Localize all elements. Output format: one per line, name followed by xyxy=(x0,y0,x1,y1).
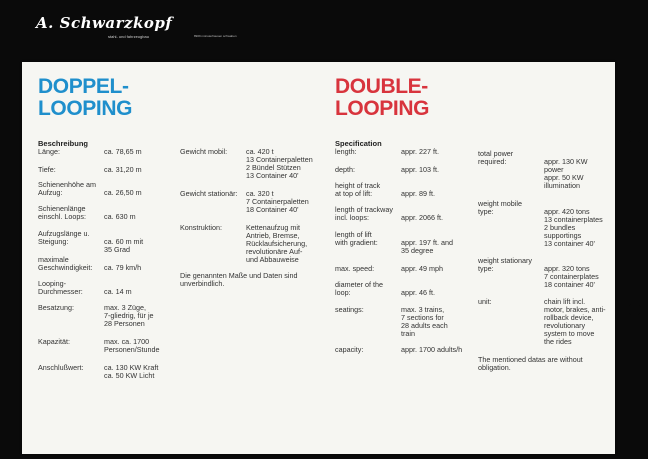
spec-value: appr. 46 ft. xyxy=(401,288,435,297)
spec-label: weight mobile type: xyxy=(478,199,522,216)
spec-label: length of lift with gradient: xyxy=(335,230,378,247)
spec-value: ca. 26,50 m xyxy=(104,188,142,197)
spec-value: appr. 130 KW power appr. 50 KW illumination xyxy=(544,157,588,190)
punch-hole-top xyxy=(628,130,641,143)
spec-value: chain lift incl. motor, brakes, anti- rollback device, revolutionary system to move the rides xyxy=(544,297,606,346)
spec-value: appr. 103 ft. xyxy=(401,165,439,174)
spec-value: ca. 320 t 7 Containerpaletten 18 Container 40' xyxy=(246,189,309,214)
spec-value: appr. 320 tons 7 containerplates 18 container 40' xyxy=(544,264,599,289)
spec-value: appr. 89 ft. xyxy=(401,189,435,198)
spec-label: total power required: xyxy=(478,149,514,166)
german-title-line1: DOPPEL- xyxy=(38,75,129,98)
spec-label: Kapazität: xyxy=(38,337,70,346)
spec-label: length: xyxy=(335,147,357,156)
english-section-heading: Specification xyxy=(335,139,382,148)
spec-value: appr. 227 ft. xyxy=(401,147,439,156)
spec-label: diameter of the loop: xyxy=(335,280,383,297)
spec-value: appr. 1700 adults/h xyxy=(401,345,463,354)
spec-label: max. speed: xyxy=(335,264,375,273)
spec-value: ca. 14 m xyxy=(104,287,132,296)
german-note: Die genannten Maße und Daten sind unverbindlich. xyxy=(180,271,298,288)
spec-label: Konstruktion: xyxy=(180,223,222,232)
spec-value: ca. 60 m mit 35 Grad xyxy=(104,237,144,254)
spec-value: ca. 630 m xyxy=(104,212,136,221)
spec-label: Looping- Durchmesser: xyxy=(38,279,83,296)
brand-logo xyxy=(36,14,172,32)
spec-label: Aufzugslänge u. Steigung: xyxy=(38,229,90,246)
brand-prefix: A. xyxy=(36,14,54,32)
spec-value: appr. 2066 ft. xyxy=(401,213,443,222)
spec-value: ca. 420 t 13 Containerpaletten 2 Bündel Stützen 13 Container 40' xyxy=(246,147,313,180)
spec-label: Länge: xyxy=(38,147,60,156)
spec-value: max. 3 Züge, 7-gliedrig, für je 28 Personen xyxy=(104,303,154,328)
spec-label: Gewicht stationär: xyxy=(180,189,238,198)
spec-label: Tiefe: xyxy=(38,165,56,174)
german-title xyxy=(38,76,132,120)
spec-value: appr. 420 tons 13 containerplates 2 bundles supportings 13 container 40' xyxy=(544,207,603,248)
spec-value: Kettenaufzug mit Antrieb, Bremse, Rücklaufsicherung, revolutionäre Auf- und Abbauweise xyxy=(246,223,308,264)
spec-label: Schienenhöhe am Aufzug: xyxy=(38,180,96,197)
german-title-line2: LOOPING xyxy=(38,97,133,120)
spec-label: capacity: xyxy=(335,345,364,354)
spec-value: ca. 31,20 m xyxy=(104,165,142,174)
english-note: The mentioned datas are without obligation. xyxy=(478,355,583,372)
spec-label: weight stationary type: xyxy=(478,256,532,273)
english-title-line2: LOOPING xyxy=(335,97,430,120)
spec-label: depth: xyxy=(335,165,355,174)
spec-value: appr. 197 ft. and 35 degree xyxy=(401,238,453,255)
spec-label: unit: xyxy=(478,297,492,306)
spec-value: max. ca. 1700 Personen/Stunde xyxy=(104,337,160,354)
spec-label: Besatzung: xyxy=(38,303,74,312)
brand-name: Schwarzkopf xyxy=(59,14,173,32)
spec-label: length of trackway incl. loops: xyxy=(335,205,393,222)
english-title xyxy=(335,76,429,120)
spec-label: height of track at top of lift: xyxy=(335,181,381,198)
spec-value: ca. 78,65 m xyxy=(104,147,142,156)
spec-label: maximale Geschwindigkeit: xyxy=(38,255,93,272)
german-section-heading: Beschreibung xyxy=(38,139,89,148)
spec-label: Schienenlänge einschl. Loops: xyxy=(38,204,86,221)
spec-label: Gewicht mobil: xyxy=(180,147,228,156)
punch-hole-bottom xyxy=(628,303,641,316)
spec-label: Anschlußwert: xyxy=(38,363,84,372)
brand-address: 8909 münsterhausen schwaben xyxy=(194,34,237,38)
brand-tagline: stahl- und fahrzeugbau xyxy=(108,34,149,39)
spec-label: seatings: xyxy=(335,305,364,314)
english-title-line1: DOUBLE- xyxy=(335,75,428,98)
spec-value: appr. 49 mph xyxy=(401,264,443,273)
spec-value: ca. 79 km/h xyxy=(104,263,142,272)
spec-value: ca. 130 KW Kraft ca. 50 KW Licht xyxy=(104,363,159,380)
spec-value: max. 3 trains, 7 sections for 28 adults each train xyxy=(401,305,448,338)
